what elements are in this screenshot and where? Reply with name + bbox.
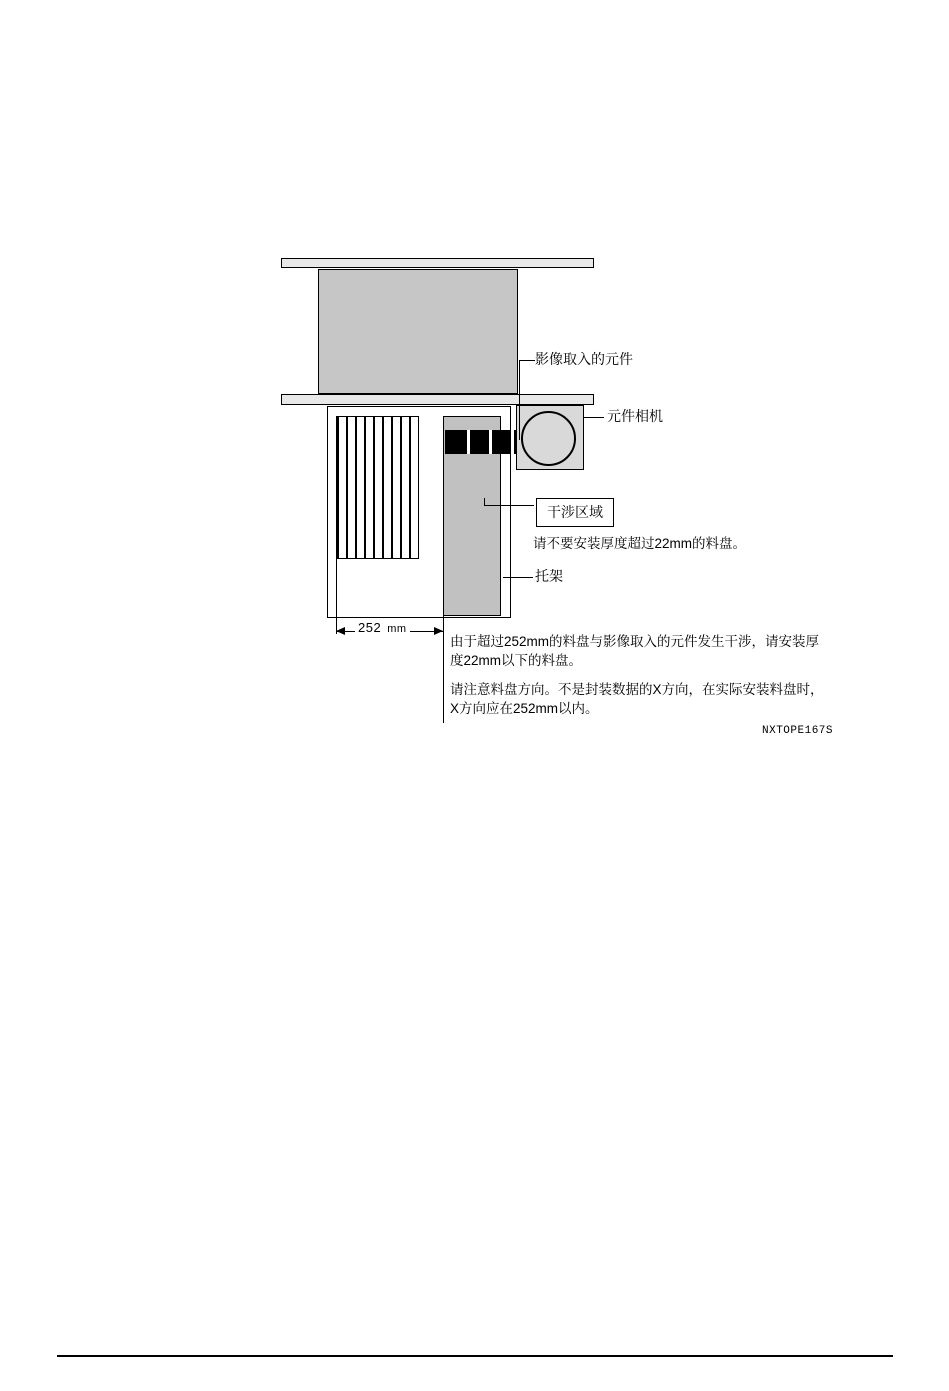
note-tray-direction: 请注意料盘方向。不是封装数据的X方向，在实际安装料盘时，X方向应在252mm以内。	[450, 682, 824, 716]
dimension-arrow-left-icon	[336, 627, 345, 635]
upper-rail	[281, 258, 594, 268]
leader-line-component-pickup-diagonal	[519, 360, 520, 440]
feeder-grid-block	[336, 416, 419, 559]
note-interference: 由于超过252mm的料盘与影像取入的元件发生干涉，请安装厚度22mm以下的料盘。	[450, 634, 820, 668]
page-footer-rule	[57, 1355, 893, 1357]
note-tray-thickness: 请不要安装厚度超过22mm的料盘。	[533, 536, 747, 551]
dimension-unit: mm	[387, 623, 407, 635]
dimension-value: 252	[358, 620, 382, 635]
dimension-arrow-right-icon	[434, 627, 443, 635]
upper-plate	[318, 269, 518, 394]
label-component-camera: 元件相机	[607, 408, 663, 424]
dimension-extension-left	[336, 559, 337, 634]
leader-line-interference	[484, 505, 534, 506]
note-divider	[443, 618, 444, 723]
leader-line-carrier	[503, 577, 533, 578]
figure-code: NXTOPE167S	[762, 725, 834, 737]
dimension-text	[355, 620, 410, 635]
leader-line-camera	[584, 417, 604, 418]
label-carrier: 托架	[535, 568, 563, 584]
label-interference-area: 干涉区域	[536, 498, 614, 527]
leader-line-component-pickup	[519, 360, 535, 361]
middle-rail	[281, 394, 594, 405]
leader-line-interference-diagonal	[484, 498, 485, 506]
camera-lens-icon	[521, 411, 576, 466]
label-component-pickup: 影像取入的元件	[535, 351, 633, 367]
feeder-grid-cells	[337, 417, 418, 558]
